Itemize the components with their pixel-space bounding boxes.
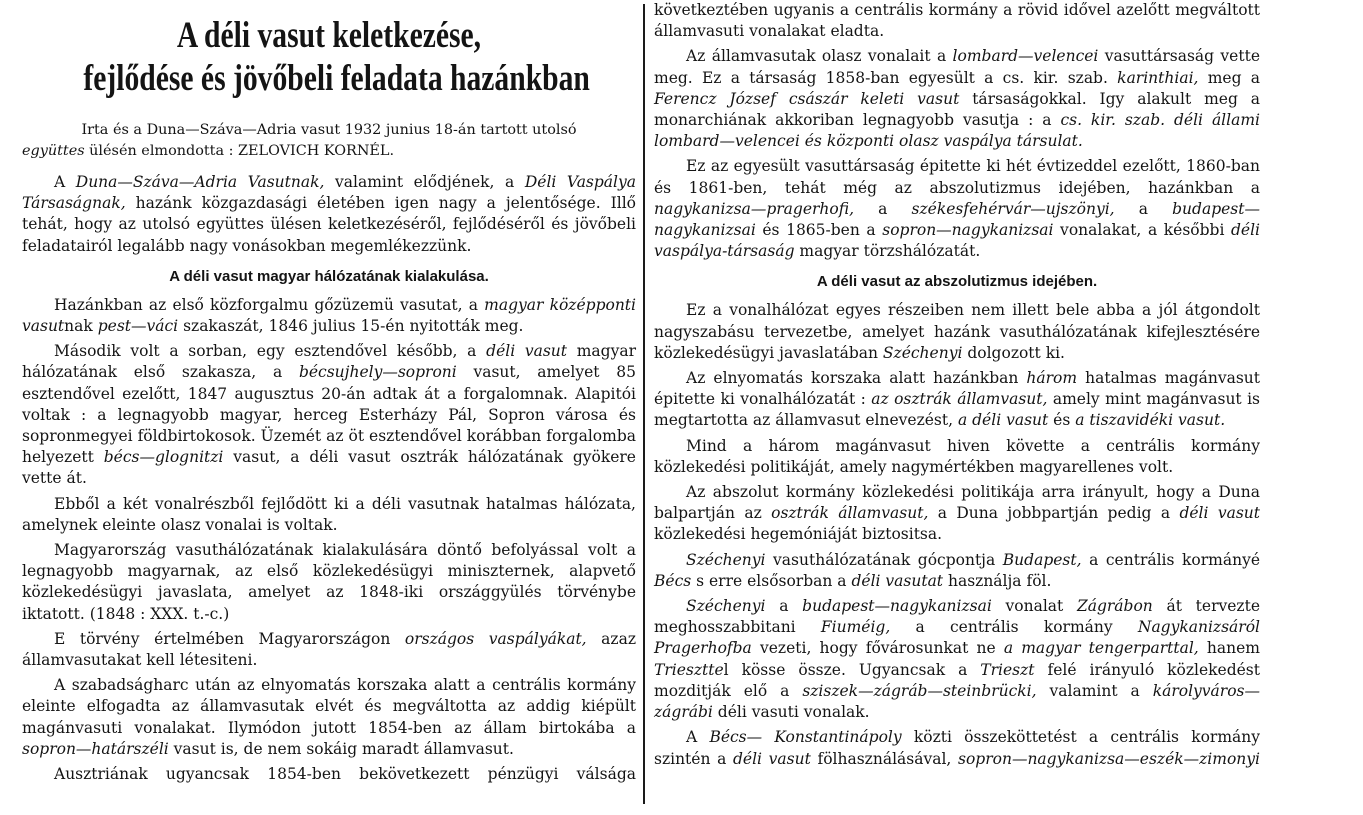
paragraph: Széchenyi vasuthálózatának gócpontja Budapest, a centrális kormányé Bécs s erre elsősorban a déli vasutat használja föl. <box>654 550 1260 590</box>
paragraph: Az abszolut kormány közlekedési politikája arra irányult, hogy a Duna balpartján az osztrák államvasut, a Duna jobbpartján pedig a déli vasut közlekedési hegemóniáját biztositsa. <box>654 483 1260 544</box>
paragraph: Hazánkban az első közforgalmu gőzüzemü vasutat, a magyar középponti vasutnak pest—váci szakaszát, 1846 julius 15-én nyitották meg. <box>22 295 636 336</box>
title-line-1: A déli vasut keletkezése, <box>176 15 482 56</box>
byline-line-2: együttes ülésén elmondotta : ZELOVICH KORNÉL. <box>22 143 395 159</box>
paragraph: Ausztriának ugyancsak 1854-ben bekövetkezett pénzügyi válsága <box>54 765 636 784</box>
paragraph: Ez az egyesült vasuttársaság épitette ki hét évtizeddel ezelőtt, 1860-ban és 1861-ben, tehát még az abszolutizmus idejében, hazánkban a nagykanizsa—pragerhofi, a székesfehérvár—ujszönyi, a budapest—nagykanizsai és 1865-ben a sopron—nagykanizsai vonalakat, a későbbi déli vaspálya-társaság magyar törzshálózatát. <box>654 157 1261 261</box>
right-column <box>654 0 1260 770</box>
byline <box>22 120 636 162</box>
paragraph: E törvény értelmében Magyarországon országos vaspályákat, azaz államvasutakat kell létesiteni. <box>22 629 636 670</box>
article-title <box>83 14 590 100</box>
left-column <box>22 0 636 785</box>
section-heading-2: A déli vasut az abszolutizmus idejében. <box>816 273 1098 291</box>
section-heading-1: A déli vasut magyar hálózatának kialakulása. <box>169 267 489 285</box>
paragraph: Az elnyomatás korszaka alatt hazánkban három hatalmas magánvasut épitette ki vonalhálózatát : az osztrák államvasut, amely mint magánvasut is megtartotta az államvasut elnevezést, a déli vasut és a tiszavidéki vasut. <box>654 369 1260 430</box>
column-divider <box>643 4 645 804</box>
paragraph: Ebből a két vonalrészből fejlődött ki a déli vasutnak hatalmas hálózata, amelynek eleinte olasz vonalai is voltak. <box>22 494 636 534</box>
paragraph: Magyarország vasuthálózatának kialakulására döntő befolyással volt a legnagyobb magyarnak, az első közlekedésügyi miniszternek, alapvető közlekedésügyi javaslata, amelyet az 1848-iki országgyülés törvénybe iktatott. (1848 : XXX. t.-c.) <box>22 541 636 623</box>
intro-paragraph: A Duna—Száva—Adria Vasutnak, valamint elődjének, a Déli Vaspálya Társaságnak, hazánk közgazdasági életében igen nagy a jelentősége. Illő tehát, hogy az utolsó együttes ülésen keletkezéséről, fejlődéséről és jövőbeli feladatairól legalább nagy vonásokban megemlékezzünk. <box>22 173 637 255</box>
paragraph: A Bécs— Konstantinápoly közti összeköttetést a centrális kormány szintén a déli vasut fölhasználásával, sopron—nagykanizsa—eszék—zimonyi <box>654 728 1261 768</box>
paragraph: Ez a vonalhálózat egyes részeiben nem illett bele abba a jól átgondolt nagyszabásu tervezetbe, amelyet hazánk vasuthálózatának kifejlesztésére közlekedésügyi javaslatában Széchenyi dolgozott ki. <box>654 301 1260 362</box>
paragraph: Széchenyi a budapest—nagykanizsai vonalat Zágrábon át tervezte meghosszabbitani Fiuméig, a centrális kormány Nagykanizsáról Pragerhofba vezeti, hogy fővárosunkat ne a magyar tengerparttal, hanem Trieszttel kösse össze. Ugyancsak a Trieszt felé irányuló közlekedést mozditják elő a sziszek—zágráb—steinbrücki, valamint a károlyváros—zágrábi déli vasuti vonalak. <box>654 597 1260 722</box>
paragraph: A szabadságharc után az elnyomatás korszaka alatt a centrális kormány eleinte elfogadta az államvasutak elvét és megváltotta az addig kiépült magánvasuti vonalakat. Ilymódon jutott 1854-ben az állam birtokába a sopron—határszéli vasut is, de nem sokáig maradt államvasut. <box>22 676 636 758</box>
title-line-2: fejlődése és jövőbeli feladata hazánkban <box>83 58 590 99</box>
paragraph: Mind a három magánvasut hiven követte a centrális kormány közlekedési politikáját, amely nagymértékben magyarellenes volt. <box>654 436 1260 476</box>
byline-line-1: Irta és a Duna—Száva—Adria vasut 1932 junius 18-án tartott utolsó <box>81 122 577 138</box>
paragraph: Második volt a sorban, egy esztendővel később, a déli vasut magyar hálózatának első szakasza, a bécsujhely—soproni vasut, amelyet 85 esztendővel ezelőtt, 1847 augusztus 20-án adtak át a forgalomnak. Alapitói voltak : a legnagyobb magyar, herceg Esterházy Pál, Sopron városa és sopronmegyei földbirtokosok. Üzemét az öt esztendővel korábban forgalomba helyezett bécs—glognitzi vasut, a déli vasut osztrák hálózatának gyökere vette át. <box>22 342 637 488</box>
paragraph: Az államvasutak olasz vonalait a lombard—velencei vasuttársaság vette meg. Ez a társaság 1858-ban egyesült a cs. kir. szab. karinthiai, meg a Ferencz József császár keleti vasut társaságokkal. Igy alakult meg a monarchiának akkoriban legnagyobb vasutja : a cs. kir. szab. déli állami lombard—velencei és központi olasz vaspálya társulat. <box>654 47 1261 151</box>
paragraph-continued: következtében ugyanis a centrális kormány a rövid idővel azelőtt megváltott államvasuti vonalakat eladta. <box>654 1 1260 41</box>
